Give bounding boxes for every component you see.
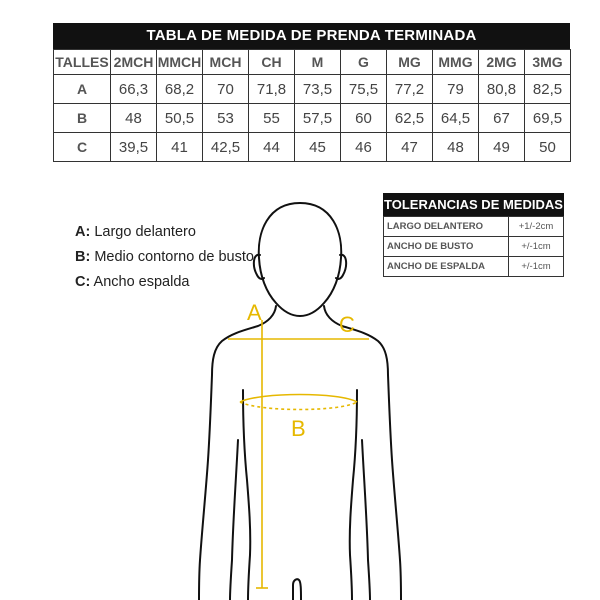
left-inner-arm xyxy=(230,440,238,600)
size-header: MG xyxy=(387,50,433,75)
legend-text: Medio contorno de busto xyxy=(90,249,254,265)
table-cell: 80,8 xyxy=(479,75,525,104)
measure-b-back-arc xyxy=(240,402,357,410)
legend-item-b xyxy=(75,245,254,270)
table-cell: 42,5 xyxy=(203,133,249,162)
measure-c-label: C xyxy=(339,312,355,337)
size-header: CH xyxy=(249,50,295,75)
head-outline xyxy=(259,203,341,316)
table-cell: 49 xyxy=(479,133,525,162)
table-row xyxy=(384,217,564,237)
table-row xyxy=(54,133,571,162)
legend-item-c xyxy=(75,270,254,295)
measurement-legend xyxy=(75,220,254,295)
table-cell: 60 xyxy=(341,104,387,133)
right-torso-outline xyxy=(350,390,357,600)
table-cell: 50 xyxy=(525,133,571,162)
size-header: M xyxy=(295,50,341,75)
size-table-grid xyxy=(53,49,571,162)
tolerance-value: +/-1cm xyxy=(509,257,564,277)
size-header: MMCH xyxy=(157,50,203,75)
table-cell: 48 xyxy=(111,104,157,133)
legend-key: B: xyxy=(75,249,91,265)
size-header: MCH xyxy=(203,50,249,75)
table-cell: 46 xyxy=(341,133,387,162)
table-cell: 57,5 xyxy=(295,104,341,133)
size-header: 2MG xyxy=(479,50,525,75)
table-cell: 55 xyxy=(249,104,295,133)
tolerances-table xyxy=(383,193,564,277)
tolerance-value: +/-1cm xyxy=(509,237,564,257)
measure-b-label: B xyxy=(291,416,306,441)
size-header-row xyxy=(54,50,571,75)
size-header: 2MCH xyxy=(111,50,157,75)
size-header: 3MG xyxy=(525,50,571,75)
table-cell: 75,5 xyxy=(341,75,387,104)
legend-key: A: xyxy=(75,224,91,240)
tolerances-grid xyxy=(383,216,564,277)
left-torso-outline xyxy=(243,390,250,600)
row-label: A xyxy=(54,75,111,104)
size-table-title: TABLA DE MEDIDA DE PRENDA TERMINADA xyxy=(53,23,570,49)
legend-text: Ancho espalda xyxy=(90,274,190,290)
table-cell: 45 xyxy=(295,133,341,162)
tolerances-title: TOLERANCIAS DE MEDIDAS xyxy=(383,193,564,216)
table-cell: 39,5 xyxy=(111,133,157,162)
table-cell: 68,2 xyxy=(157,75,203,104)
tolerance-value: +1/-2cm xyxy=(509,217,564,237)
measure-b-front-arc xyxy=(240,395,357,403)
tolerance-name: LARGO DELANTERO xyxy=(384,217,509,237)
table-cell: 79 xyxy=(433,75,479,104)
row-label: B xyxy=(54,104,111,133)
table-cell: 69,5 xyxy=(525,104,571,133)
table-cell: 73,5 xyxy=(295,75,341,104)
row-label: C xyxy=(54,133,111,162)
table-row xyxy=(54,104,571,133)
table-cell: 50,5 xyxy=(157,104,203,133)
table-cell: 41 xyxy=(157,133,203,162)
table-cell: 64,5 xyxy=(433,104,479,133)
right-inner-arm xyxy=(362,440,370,600)
table-cell: 62,5 xyxy=(387,104,433,133)
measure-a-label: A xyxy=(247,300,262,325)
size-table xyxy=(53,23,570,162)
legend-key: C: xyxy=(75,274,91,290)
size-header: MMG xyxy=(433,50,479,75)
crotch-outline xyxy=(293,579,301,600)
table-row xyxy=(384,257,564,277)
table-cell: 47 xyxy=(387,133,433,162)
table-cell: 71,8 xyxy=(249,75,295,104)
table-cell: 82,5 xyxy=(525,75,571,104)
table-cell: 66,3 xyxy=(111,75,157,104)
table-cell: 48 xyxy=(433,133,479,162)
talles-header: TALLES xyxy=(54,50,111,75)
measurement-guides xyxy=(228,320,369,588)
size-header: G xyxy=(341,50,387,75)
table-cell: 77,2 xyxy=(387,75,433,104)
table-cell: 44 xyxy=(249,133,295,162)
table-cell: 67 xyxy=(479,104,525,133)
legend-item-a xyxy=(75,220,254,245)
legend-text: Largo delantero xyxy=(90,224,196,240)
table-row xyxy=(384,237,564,257)
tolerance-name: ANCHO DE ESPALDA xyxy=(384,257,509,277)
table-row xyxy=(54,75,571,104)
table-cell: 70 xyxy=(203,75,249,104)
table-cell: 53 xyxy=(203,104,249,133)
tolerance-name: ANCHO DE BUSTO xyxy=(384,237,509,257)
